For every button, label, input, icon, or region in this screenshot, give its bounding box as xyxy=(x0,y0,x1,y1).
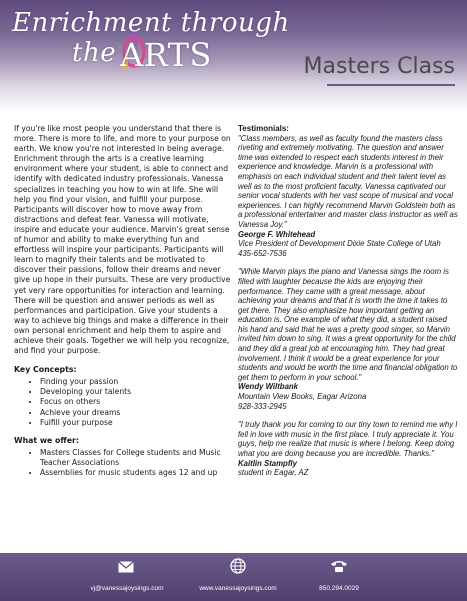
logo-arts-word: ARTS xyxy=(120,36,212,74)
envelope-icon xyxy=(118,561,134,573)
key-concepts-list xyxy=(14,377,232,427)
logo-line-2: the xyxy=(72,38,117,68)
testimonial-author: George F. Whitehead xyxy=(238,229,316,239)
left-column xyxy=(14,124,232,486)
testimonials-column xyxy=(238,124,458,478)
list-item: • Assemblies for music students ages 12 and up xyxy=(40,468,232,478)
spacer xyxy=(238,258,458,267)
title-underline xyxy=(327,84,455,86)
list-item: • Developing your talents xyxy=(40,387,232,397)
page-title: Masters Class xyxy=(303,54,455,79)
list-item: • Fulfill your purpose xyxy=(40,418,232,428)
testimonial-affiliation: Vice President of Development Dixie State College of Utah 435-652-7536 xyxy=(238,239,441,258)
offer-heading: What we offer: xyxy=(14,435,79,445)
list-item: • Masters Classes for College students and Music Teacher Associations xyxy=(40,448,232,468)
intro-paragraph: If you're like most people you understand that there is more. There is more to life, and more to your purpose on earth. We know you're not interested in being average. Enrichment through the arts is a creative learning environment where your student, is able to connect and identify with dedicated industry professionals. Vanessa specializes in teaching you how to win at life. She will help you find your vision, and fulfill your purpose. Participants will discover how to move away from distractions and defeat fear. Vanessa will motivate, inspire and educate your audience. Marvin's great sense of humor and ability to make everything fun and effortless will inspire your participants. Participants will learn to magnify their talents and be motivated to discover their passions, follow their dreams and never give up hope in their pursuits. These are very productive yet very rare opportunities for interaction and learning. There will be question and answer periods as well as performances and participation. Give your students a way to achieve big things and make a difference in their own personal enrichment and help them to aspire and achieve their goals. Together we will help you recognize, and find your purpose. xyxy=(14,124,231,356)
testimonial-phone: 928-333-2945 xyxy=(238,401,287,411)
footer-email-link[interactable]: vj@vanessajoysings.com xyxy=(90,585,164,592)
testimonials-heading: Testimonials: xyxy=(238,124,289,133)
testimonial-affiliation: Mountain View Books, Eagar Arizona xyxy=(238,392,367,402)
footer-bar xyxy=(0,553,467,601)
spacer xyxy=(238,411,458,420)
footer-website-link[interactable]: www.vanessajoysings.com xyxy=(199,585,277,592)
telephone-icon xyxy=(330,559,348,573)
testimonial-quote: "I truly thank you for coming to our tiny town to remind me why I fell in love with music in the first place. I truly appreciate it. You guys, help me realize that music is where I belong. Keep doing what you are doing because you are incredible. Thanks." xyxy=(238,420,458,458)
header-banner xyxy=(0,0,467,112)
logo-line-1: Enrichment through xyxy=(12,8,290,38)
key-concepts-heading: Key Concepts: xyxy=(14,365,77,375)
testimonial-affiliation: student in Eagar, AZ xyxy=(238,468,309,478)
testimonial-quote: "Class members, as well as faculty found the masters class riveting and extremely motivating. The question and answer time was extended to respect each students interest in their experience and knowledge. Marvin is a professional with emphasis on each individual student and their talent level as well as to the most proficient faculty. Vanessa captivated our senior vocal students with her vast scope of musical and vocal experiences. I can highly recommend Marvin Goldstein both as a professional entertainer and master class instructor as well as Vanessa Joy." xyxy=(238,133,458,229)
list-item: • Finding your passion xyxy=(40,377,232,387)
footer-phone[interactable]: 850.294.0029 xyxy=(319,585,359,592)
list-item: • Achieve your dreams xyxy=(40,408,232,418)
testimonial-author: Kaitlin Stampfly xyxy=(238,458,297,468)
globe-icon xyxy=(230,558,246,574)
offer-list xyxy=(14,448,232,478)
testimonial-quote: "While Marvin plays the piano and Vanessa sings the room is filled with laughter because the kids are enjoying their performance. They came with a great message, about achieving your dreams and that it is worth the time it takes to get there. They also emphasize how important getting an education is. One example of what they did, a student raised his hand and said that he was a pretty good singer, so Marvin invited him down to sing. It was a great opportunity for the child and they did a great job at encouraging him. They had great involvement. I think it would be a great experience for your students and would be worth the time and financial obligation to get them to perform in your school." xyxy=(238,267,458,382)
testimonial-author: Wendy Wiltbank xyxy=(238,382,298,392)
list-item: • Focus on others xyxy=(40,397,232,407)
